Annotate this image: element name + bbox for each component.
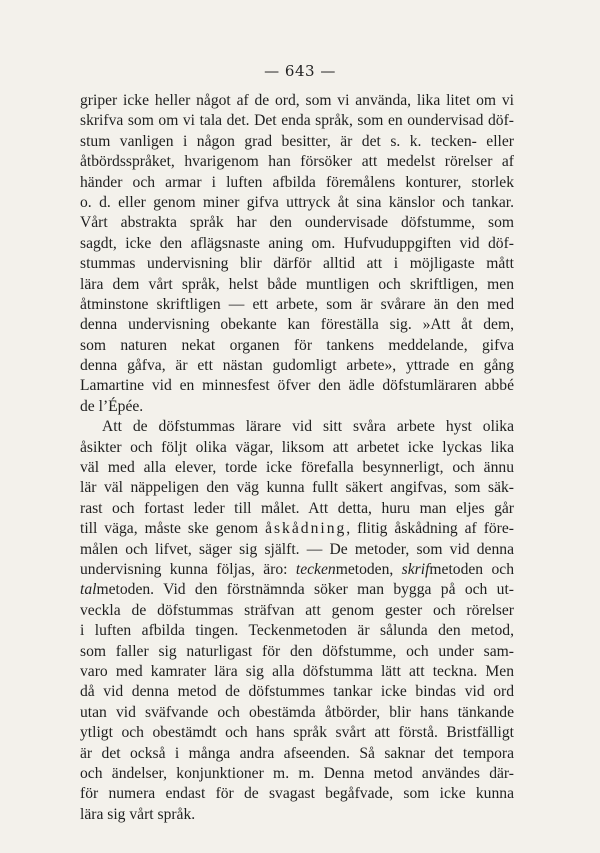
text-line: målen och lifvet, säger sig själft. — De metoder, som vid denna <box>80 540 514 558</box>
text-line: veckla de döfstummas sträfvan att genom gester och rörelser <box>80 601 514 619</box>
text-line: lära sig vårt språk. <box>80 805 196 823</box>
text-line: utan vid sväfvande och obestämda åtbörder, blir hans tänkande <box>80 703 514 721</box>
text-line: ytligt och obestämdt och hans språk svårt att förstå. Bristfälligt <box>80 724 514 742</box>
text-line: varo med kamrater lära sig alla döfstumma lätt att teckna. Men <box>80 662 514 680</box>
text-line: rast och fortast leder till målet. Att detta, huru man eljes går <box>80 499 514 517</box>
text-line: åtminstone skriftligen — ett arbete, som är svårare än den med <box>80 295 514 313</box>
italic-term: tecken <box>295 560 336 578</box>
italic-term: skrif <box>401 560 430 578</box>
paragraph-start-line: Att de döfstummas lärare vid sitt svåra arbete hyst olika <box>102 418 514 436</box>
text-line: händer och armar i luften afbilda föremålens konturer, storlek <box>80 173 514 191</box>
text-line: skrifva som om vi tala det. Det enda språk, som en oundervisad döf- <box>80 112 514 130</box>
text-line: väl med alla elever, torde icke förefalla besynnerligt, och ännu <box>80 459 514 477</box>
text-run: undervisning kunna följas, äro: <box>80 560 296 578</box>
text-line: då vid denna metod de döfstummes tankar icke bindas vid ord <box>80 683 514 701</box>
italic-term: tal <box>80 581 97 599</box>
text-line: lär väl näppeligen den väg kunna fullt säkert angifvas, som säk- <box>80 479 514 497</box>
text-line: åsikter och följt olika vägar, liksom att arbetet icke lyckas lika <box>80 438 514 456</box>
text-line: för numera endast för de svagast begåfvade, som icke kunna <box>80 785 514 803</box>
text-line: denna undervisning obekante kan föreställa sig. »Att åt dem, <box>80 316 514 334</box>
text-line <box>80 580 514 600</box>
text-line: åtbördsspråket, hvarigenom han försöker att medelst rörelser af <box>80 153 514 171</box>
text-line: stum vanligen i någon grad besitter, är det s. k. tecken- eller <box>80 132 514 150</box>
text-line: är det också i många andra afseenden. Så saknar det tempora <box>80 744 514 762</box>
body-text <box>80 91 514 825</box>
text-line: griper icke heller något af de ord, som vi använda, lika litet om vi <box>80 92 514 109</box>
text-line: Vårt abstrakta språk har den oundervisade döfstumme, som <box>80 214 514 232</box>
text-run: metoden. Vid den förstnämnda söker man bygga på och ut- <box>96 581 514 599</box>
text-line: lära dem vårt språk, helst både muntligen och skriftligen, men <box>80 275 514 293</box>
text-line: de l’Épée. <box>80 397 144 415</box>
text-line <box>80 560 514 580</box>
text-run: metoden och <box>429 560 514 578</box>
text-line: stummas undervisning blir därför alltid att i möjligaste mått <box>80 255 514 273</box>
text-line: sagdt, icke den aflägsnaste aning om. Hufvuduppgiften vid döf- <box>80 234 514 252</box>
text-line: och ändelser, konjunktioner m. m. Denna metod användes där- <box>80 764 514 782</box>
text-line: Lamartine vid en minnesfest öfver den ädle döfstumläraren abbé <box>80 377 514 395</box>
text-line: som faller sig naturligast för den döfstumme, och under sam- <box>80 642 514 660</box>
text-run: till väga, måste ske genom <box>80 520 266 538</box>
text-run: metoden, <box>335 560 402 578</box>
text-line <box>80 519 514 539</box>
spaced-term: åskådning <box>265 520 347 538</box>
text-run: , flitig åskådning af före- <box>346 520 514 538</box>
text-line: som naturen nekat organen för tankens meddelande, gifva <box>80 336 514 354</box>
text-line: i luften afbilda tingen. Teckenmetoden är sålunda den metod, <box>80 622 514 640</box>
text-line: denna gåfva, är ett nästan gudomligt arbete», yttrade en gång <box>80 357 514 375</box>
page-number: — 643 — <box>264 62 336 80</box>
text-line: o. d. eller genom miner gifva uttryck åt sina känslor och tankar. <box>80 193 514 211</box>
